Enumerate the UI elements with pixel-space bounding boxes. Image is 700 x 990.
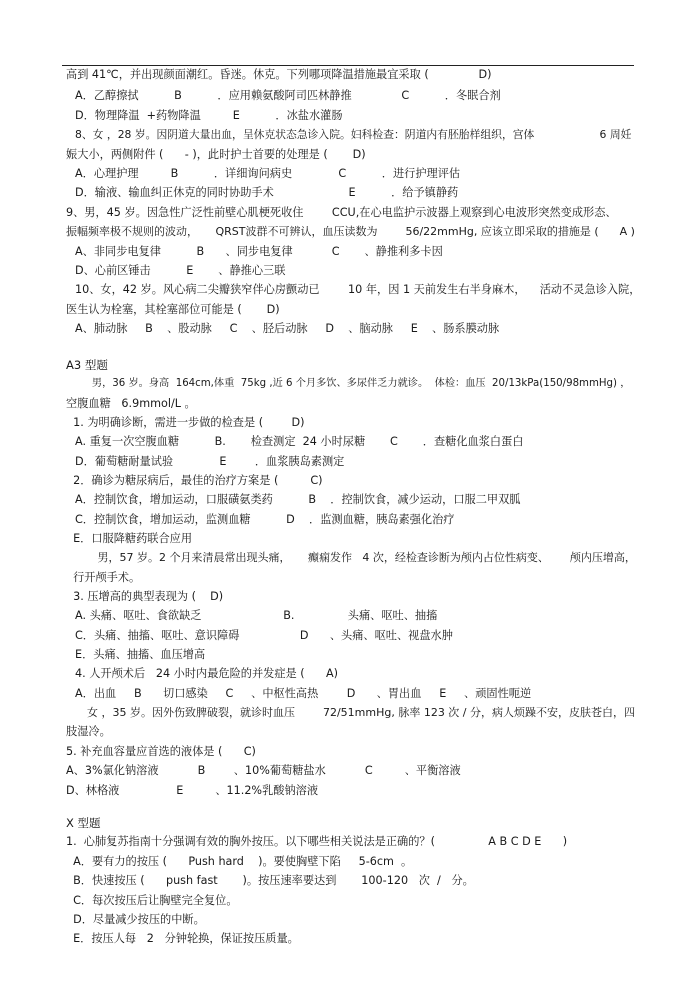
a3-q3-options-line3: E．头痛、抽搐、血压增高 <box>75 648 206 661</box>
a3-q4-stem: 4. 人开颅术后 24 小时内最危险的并发症是 ( A) <box>75 667 338 680</box>
a3-q5-stem: 5. 补充血容量应首选的液体是 ( C) <box>66 745 256 758</box>
case2-intro: 男，57 岁。2 个月来清晨常出现头痛， 癫痫发作 4 次，经检查诊断为颅内占位性病变、 颅内压增高， <box>66 551 636 564</box>
q9-stem-continued: 振幅频率极不规则的波动， QRST波群不可辨认，血压读数为 56/22mmHg, 应该立即采取的措施是 ( A ) <box>66 225 635 238</box>
section-heading-a3: A3 型题 <box>66 358 108 372</box>
header-rule <box>62 65 634 66</box>
a3-q3-options-line2: C．头痛、抽搐、呕吐、意识障碍 D 、头痛、呕吐、视盘水肿 <box>75 629 453 642</box>
q9-stem: 9、男，45 岁。因急性广泛性前壁心肌梗死收住 CCU,在心电监护示波器上观察到心电波形突然变成形态、 <box>66 206 617 219</box>
q10-stem-continued: 医生认为栓塞，其栓塞部位可能是 ( D) <box>66 303 280 316</box>
q10-stem: 10、女，42 岁。风心病二尖瓣狭窄伴心房颤动已 10 年，因 1 天前发生右半身麻木， 活动不灵急诊入院， <box>75 283 641 296</box>
case3-intro: 女 ，35 岁。因外伤致脾破裂，就诊时血压 72/51mmHg, 脉率 123 次 / 分，病人烦躁不安，皮肤苍白，四 <box>66 706 636 719</box>
a3-q1-options-line1: A. 重复一次空腹血糖 B. 检查测定 24 小时尿糖 C ．查糖化血浆白蛋白 <box>75 435 524 448</box>
x-q1-option-a: A．要有力的按压 ( Push hard )。要使胸壁下陷 5-6cm 。 <box>66 855 413 868</box>
a3-q5-options-line1: A、3%氯化钠溶液 B 、10%葡萄糖盐水 C 、平衡溶液 <box>66 764 461 777</box>
a3-q1-options-line2: D．葡萄糖耐量试验 E ．血浆胰岛素测定 <box>75 455 345 468</box>
a3-q2-options-line2: C．控制饮食，增加运动，监测血糖 D ．监测血糖，胰岛素强化治疗 <box>75 513 455 526</box>
case1-intro-continued: 空腹血糖 6.9mmol/L 。 <box>66 397 196 410</box>
q9-options-line1: A、非同步电复律 B 、同步电复律 C 、静推利多卡因 <box>75 245 443 258</box>
a3-q2-options-line1: A．控制饮食，增加运动，口服磺氨类药 B ．控制饮食，减少运动，口服二甲双胍 <box>75 493 521 506</box>
x-q1-stem: 1. 心肺复苏指南十分强调有效的胸外按压。以下哪些相关说法是正确的？( A B C D E ) <box>66 835 568 848</box>
x-q1-option-b: B．快速按压 ( push fast )。按压速率要达到 100-120 次 / 分。 <box>66 874 474 887</box>
q7-stem-continued: 高到 41℃，并出现颜面潮红。昏迷。休克。下列哪项降温措施最宜采取 ( D) <box>66 68 492 81</box>
a3-q1-stem: 1. 为明确诊断，需进一步做的检查是 ( D) <box>66 416 305 429</box>
q8-stem: 8、女 ，28 岁。因阴道大量出血，呈休克状态急诊入院。妇科检查：阴道内有胚胎样组织，宫体 6 周妊 <box>75 128 632 141</box>
q8-options-line1: A．心理护理 B ．详细询问病史 C ．进行护理评估 <box>75 167 461 180</box>
case1-intro: 男，36 岁。身高 164cm,体重 75kg ,近 6 个月多饮、多尿伴乏力就诊。 体检：血压 20/13kPa(150/98mmHg) ， <box>66 378 631 389</box>
a3-q3-options-line1: A. 头痛、呕吐、食欲缺乏 B. 头痛、呕吐、抽搐 <box>75 609 438 622</box>
a3-q4-options: A．出血 B 切口感染 C 、中枢性高热 D 、胃出血 E 、顽固性呃逆 <box>75 687 532 700</box>
q7-options-line1: A．乙醇擦拭 B ．应用赖氨酸阿司匹林静推 C ．冬眠合剂 <box>75 89 501 102</box>
case2-intro-continued: 行开颅手术。 <box>66 571 141 584</box>
q8-stem-continued: 娠大小，两侧附件 ( - )，此时护士首要的处理是 ( D) <box>66 148 366 161</box>
a3-q5-options-line2: D、林格液 E 、11.2%乳酸钠溶液 <box>66 784 319 797</box>
section-heading-x: X 型题 <box>66 816 101 830</box>
x-q1-option-e: E．按压人每 2 分钟轮换，保证按压质量。 <box>66 932 299 945</box>
q8-options-line2: D．输液、输血纠正休克的同时协助手术 E ．给予镇静药 <box>75 186 459 199</box>
a3-q3-stem: 3. 压增高的典型表现为 ( D) <box>66 590 224 603</box>
q9-options-line2: D、心前区锤击 E 、静推心三联 <box>75 264 286 277</box>
a3-q2-stem: 2．确诊为糖尿病后，最佳的治疗方案是 ( C) <box>66 474 323 487</box>
q7-options-line2: D．物理降温 +药物降温 E ．冰盐水灌肠 <box>75 109 343 122</box>
case3-intro-continued: 肢湿冷。 <box>66 725 111 738</box>
q10-options: A、肺动脉 B 、股动脉 C 、胫后动脉 D 、脑动脉 E 、肠系膜动脉 <box>75 322 500 335</box>
x-q1-option-d: D．尽量减少按压的中断。 <box>66 913 205 926</box>
x-q1-option-c: C．每次按压后让胸壁完全复位。 <box>66 894 238 907</box>
a3-q2-options-line3: E．口服降糖药联合应用 <box>66 532 193 545</box>
